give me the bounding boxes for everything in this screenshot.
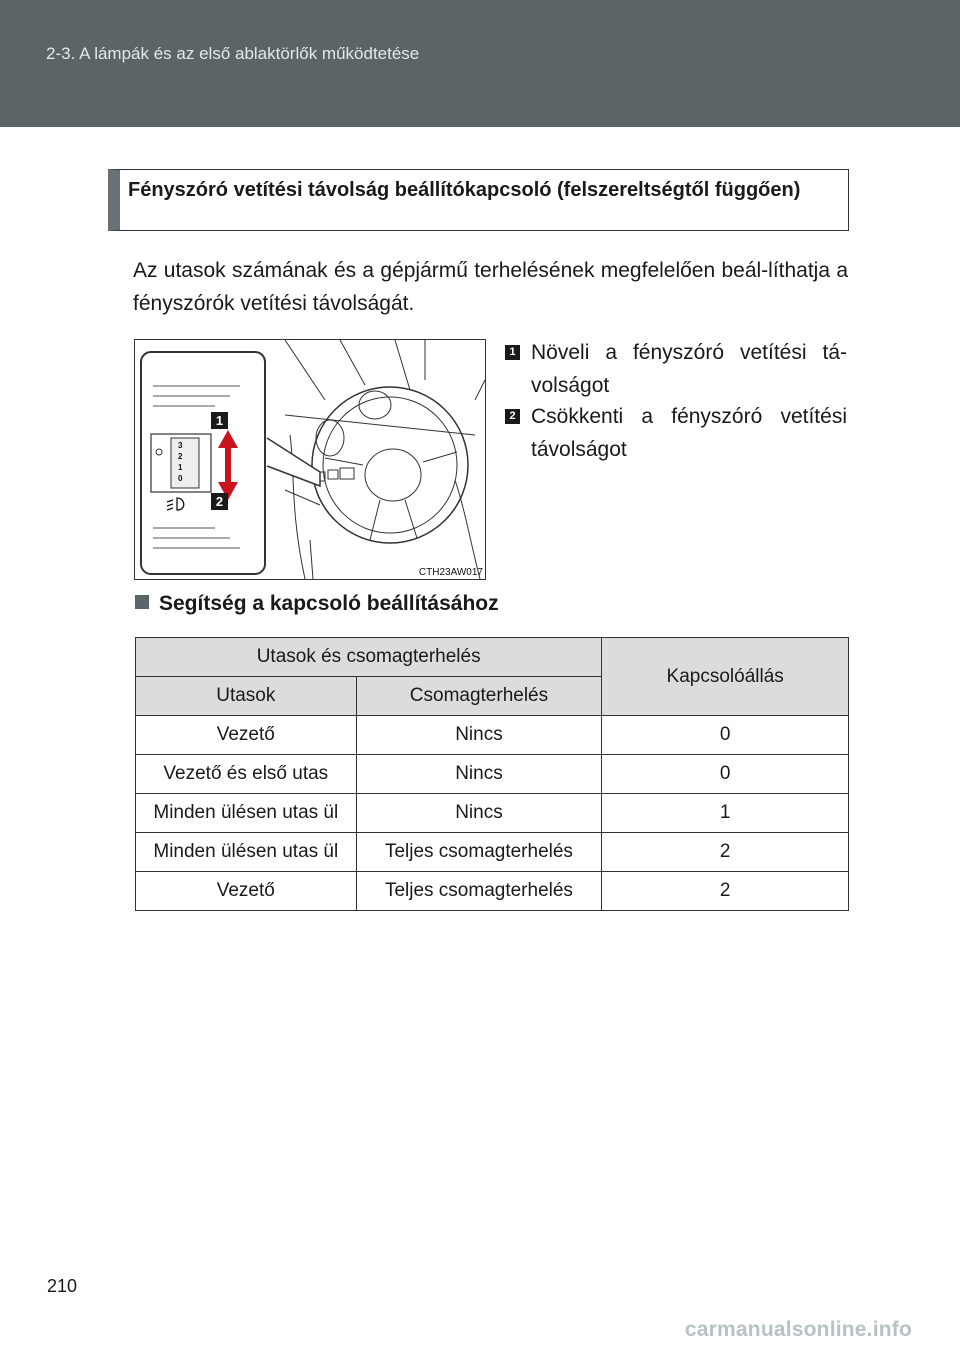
dial-mark: 2 <box>178 452 183 461</box>
figure-code: CTH23AW017 <box>418 567 483 578</box>
load-header: Csomagterhelés <box>356 677 602 716</box>
cell-passengers: Vezető és első utas <box>136 755 357 794</box>
callout-2: 2 <box>215 494 224 509</box>
dial-mark: 3 <box>178 441 183 450</box>
cell-load: Teljes csomagterhelés <box>356 872 602 911</box>
cell-passengers: Minden ülésen utas ül <box>136 794 357 833</box>
dashboard-illustration <box>135 340 485 579</box>
passengers-header: Utasok <box>136 677 357 716</box>
table-header-row <box>136 638 849 677</box>
switch-position-table <box>135 637 849 911</box>
headlight-leveling-figure <box>134 339 486 580</box>
cell-position: 1 <box>602 794 849 833</box>
cell-position: 2 <box>602 833 849 872</box>
legend-item-increase <box>505 336 847 402</box>
cell-passengers: Minden ülésen utas ül <box>136 833 357 872</box>
watermark: carmanualsonline.info <box>684 1318 912 1341</box>
cell-load: Nincs <box>356 794 602 833</box>
table-row <box>136 755 849 794</box>
section-title-box <box>108 169 849 231</box>
table-row <box>136 716 849 755</box>
legend-text: Növeli a fényszóró vetítési tá-volságot <box>531 341 847 397</box>
legend-number: 1 <box>505 345 520 360</box>
intro-paragraph: Az utasok számának és a gépjármű terhelésének megfelelően beál-líthatja a fényszórók vetítési távolságát. <box>133 259 848 315</box>
cell-position: 0 <box>602 755 849 794</box>
cell-position: 2 <box>602 872 849 911</box>
cell-load: Teljes csomagterhelés <box>356 833 602 872</box>
table-row <box>136 794 849 833</box>
bullet-square-icon <box>135 595 149 609</box>
cell-load: Nincs <box>356 755 602 794</box>
legend-text: Csökkenti a fényszóró vetítési távolságot <box>531 405 847 461</box>
dial-mark: 1 <box>178 463 183 472</box>
dial-mark: 0 <box>178 474 183 483</box>
chapter-title: 2-3. A lámpák és az első ablaktörlők működtetése <box>46 44 420 63</box>
cell-passengers: Vezető <box>136 716 357 755</box>
legend-item-decrease <box>505 400 847 466</box>
page-number: 210 <box>47 1276 78 1296</box>
section-title: Fényszóró vetítési távolság beállítókapcsoló (felszereltségtől függően) <box>128 179 801 201</box>
header-band <box>0 0 960 127</box>
subheading <box>135 592 499 616</box>
callout-1: 1 <box>215 413 224 428</box>
cell-position: 0 <box>602 716 849 755</box>
table-row <box>136 833 849 872</box>
subheading-text: Segítség a kapcsoló beállításához <box>159 592 499 615</box>
legend-number: 2 <box>505 409 520 424</box>
group-header: Utasok és csomagterhelés <box>136 638 602 677</box>
cell-passengers: Vezető <box>136 872 357 911</box>
cell-load: Nincs <box>356 716 602 755</box>
switch-header: Kapcsolóállás <box>602 638 849 716</box>
table-row <box>136 872 849 911</box>
